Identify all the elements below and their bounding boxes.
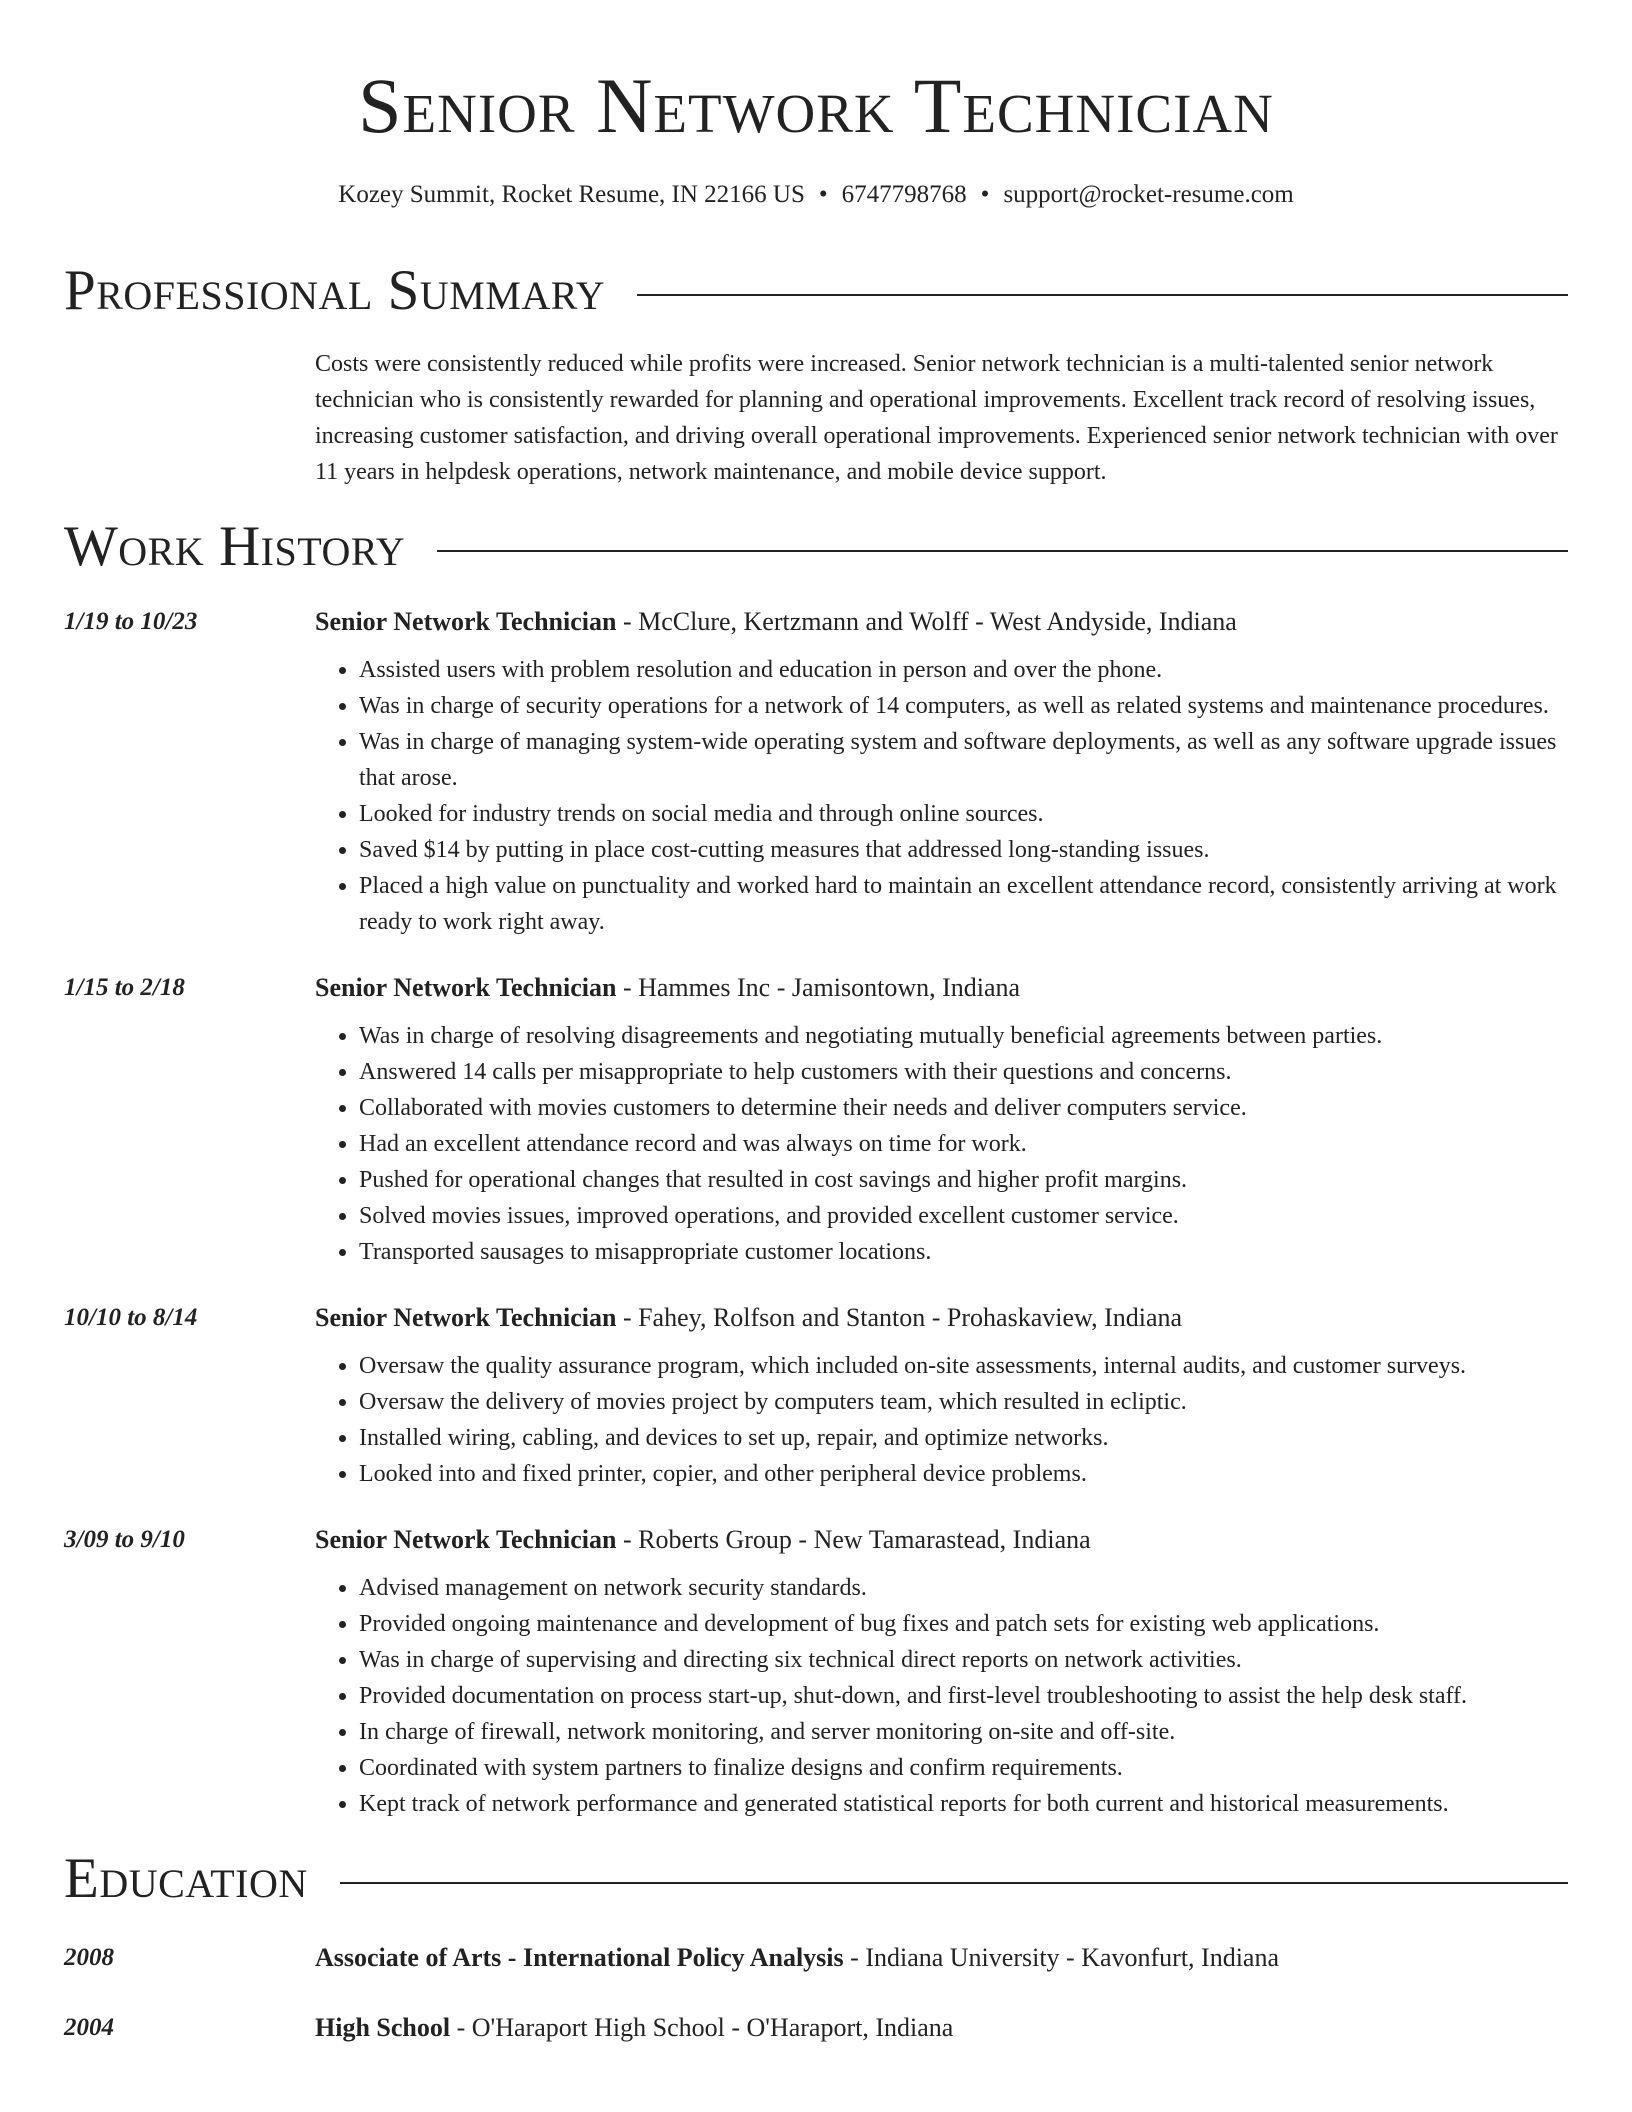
education-entry — [64, 1940, 1568, 1976]
job-entry — [64, 1300, 1568, 1492]
job-bullet: • Was in charge of security operations for a network of 14 computers, as well as related systems and maintenance procedures. — [359, 688, 1568, 724]
education-entry — [64, 2010, 1568, 2046]
job-entry — [64, 970, 1568, 1270]
job-employer: - Fahey, Rolfson and Stanton - Prohaskaview, Indiana — [616, 1303, 1183, 1332]
job-dates: 3/09 to 9/10 — [64, 1526, 185, 1553]
section-divider — [437, 550, 1568, 552]
section-heading — [64, 1848, 1568, 1910]
job-bullet: • Answered 14 calls per misappropriate to help customers with their questions and concerns. — [359, 1054, 1568, 1090]
summary-text: Costs were consistently reduced while profits were increased. Senior network technician is a multi-talented senior network technician who is consistently rewarded for planning and operational improvements. Excellent track record of resolving issues, increasing customer satisfaction, and driving overall operational improvements. Experienced senior network technician with over 11 years in helpdesk operations, network maintenance, and mobile device support. — [315, 351, 1558, 485]
job-bullet: • Installed wiring, cabling, and devices to set up, repair, and optimize networks. — [359, 1420, 1568, 1456]
job-body — [315, 1300, 1568, 1492]
job-bullet: • Advised management on network security standards. — [359, 1570, 1568, 1606]
education-heading — [315, 2010, 953, 2046]
job-bullet: • Provided ongoing maintenance and development of bug fixes and patch sets for existing web applications. — [359, 1606, 1568, 1642]
education-school: - O'Haraport High School - O'Haraport, Indiana — [450, 2013, 954, 2042]
education-degree: Associate of Arts - International Policy Analysis — [315, 1943, 844, 1972]
job-bullet: • Saved $14 by putting in place cost-cutting measures that addressed long-standing issues. — [359, 832, 1568, 868]
job-bullet: • Assisted users with problem resolution and education in person and over the phone. — [359, 652, 1568, 688]
job-bullet: • Provided documentation on process start-up, shut-down, and first-level troubleshooting to assist the help desk staff. — [359, 1678, 1568, 1714]
job-bullet: • Oversaw the quality assurance program, which included on-site assessments, internal audits, and customer surveys. — [359, 1348, 1568, 1384]
candidate-title: Senior Network Technician — [358, 62, 1274, 149]
job-bullet: • Pushed for operational changes that resulted in cost savings and higher profit margins. — [359, 1162, 1568, 1198]
job-bullet: • Placed a high value on punctuality and worked hard to maintain an excellent attendance record, consistently arriving at work ready to work right away. — [359, 868, 1568, 940]
contact-separator: • — [818, 181, 828, 208]
contact-separator: • — [980, 181, 990, 208]
section-title: Education — [64, 1847, 308, 1910]
job-bullets — [315, 1018, 1568, 1270]
job-title: Senior Network Technician — [315, 1303, 617, 1332]
section-heading — [64, 260, 1568, 322]
work-history-section — [64, 516, 1568, 1822]
job-bullets — [315, 1570, 1568, 1822]
job-bullets — [315, 1348, 1568, 1492]
job-heading — [315, 970, 1568, 1006]
section-divider — [637, 294, 1568, 296]
education-heading — [315, 1940, 1279, 1976]
contact-address: Kozey Summit, Rocket Resume, IN 22166 US — [338, 181, 805, 208]
professional-summary-section — [64, 260, 1568, 490]
job-bullet: • Was in charge of supervising and directing six technical direct reports on network activities. — [359, 1642, 1568, 1678]
resume-header — [64, 0, 1568, 210]
job-title: Senior Network Technician — [315, 973, 617, 1002]
job-bullet: • Was in charge of managing system-wide operating system and software deployments, as well as any software upgrade issues that arose. — [359, 724, 1568, 796]
job-bullet: • Looked into and fixed printer, copier, and other peripheral device problems. — [359, 1456, 1568, 1492]
education-year: 2004 — [64, 2014, 114, 2041]
job-body — [315, 604, 1568, 940]
job-entry — [64, 1522, 1568, 1822]
job-title: Senior Network Technician — [315, 607, 617, 636]
contact-phone: 6747798768 — [841, 181, 967, 208]
education-degree: High School — [315, 2013, 451, 2042]
job-bullet: • Coordinated with system partners to finalize designs and confirm requirements. — [359, 1750, 1568, 1786]
job-body — [315, 970, 1568, 1270]
section-title: Professional Summary — [64, 259, 606, 322]
job-bullet: • Oversaw the delivery of movies project by computers team, which resulted in ecliptic. — [359, 1384, 1568, 1420]
job-bullet: • Was in charge of resolving disagreements and negotiating mutually beneficial agreements between parties. — [359, 1018, 1568, 1054]
job-dates: 1/19 to 10/23 — [64, 608, 198, 635]
job-bullet: • Solved movies issues, improved operations, and provided excellent customer service. — [359, 1198, 1568, 1234]
education-section — [64, 1848, 1568, 2046]
job-bullet: • Kept track of network performance and generated statistical reports for both current and historical measurements. — [359, 1786, 1568, 1822]
job-list — [64, 604, 1568, 1822]
job-title: Senior Network Technician — [315, 1525, 617, 1554]
job-bullets — [315, 652, 1568, 940]
job-employer: - Hammes Inc - Jamisontown, Indiana — [616, 973, 1021, 1002]
section-heading — [64, 516, 1568, 578]
job-dates: 10/10 to 8/14 — [64, 1304, 198, 1331]
job-heading — [315, 604, 1568, 640]
job-body — [315, 1522, 1568, 1822]
education-school: - Indiana University - Kavonfurt, Indiana — [843, 1943, 1280, 1972]
section-title: Work History — [64, 515, 406, 578]
job-entry — [64, 604, 1568, 940]
education-year: 2008 — [64, 1944, 114, 1971]
job-bullet: • Looked for industry trends on social media and through online sources. — [359, 796, 1568, 832]
contact-email: support@rocket-resume.com — [1003, 181, 1294, 208]
job-employer: - Roberts Group - New Tamarastead, Indiana — [616, 1525, 1091, 1554]
job-bullet: • Transported sausages to misappropriate customer locations. — [359, 1234, 1568, 1270]
job-bullet: • Had an excellent attendance record and was always on time for work. — [359, 1126, 1568, 1162]
job-bullet: • In charge of firewall, network monitoring, and server monitoring on-site and off-site. — [359, 1714, 1568, 1750]
job-heading — [315, 1300, 1568, 1336]
job-heading — [315, 1522, 1568, 1558]
job-employer: - McClure, Kertzmann and Wolff - West Andyside, Indiana — [616, 607, 1237, 636]
contact-line — [64, 180, 1568, 210]
job-dates: 1/15 to 2/18 — [64, 974, 185, 1001]
job-bullet: • Collaborated with movies customers to determine their needs and deliver computers service. — [359, 1090, 1568, 1126]
section-divider — [340, 1882, 1568, 1884]
